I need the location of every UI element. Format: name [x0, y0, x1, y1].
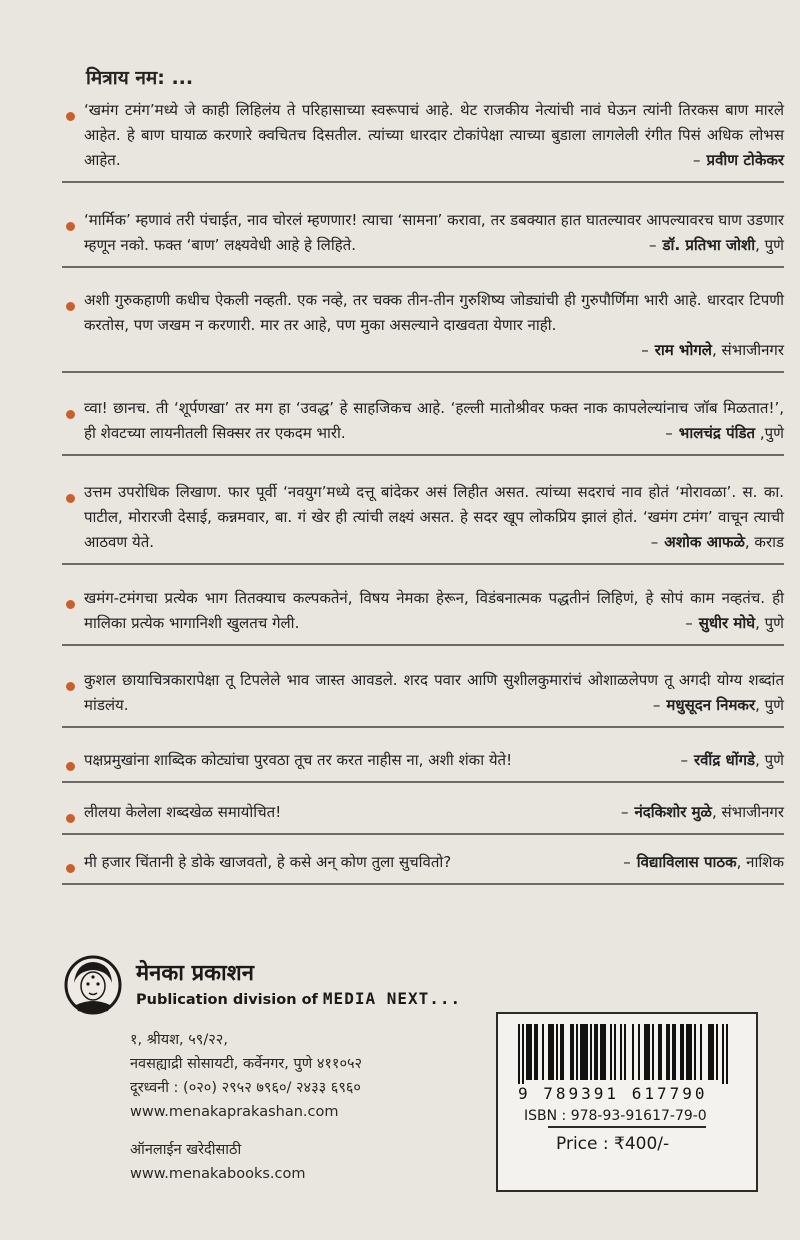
- barcode-bar: [526, 1024, 528, 1080]
- barcode-bar: [716, 1024, 718, 1080]
- review-text: ‘खमंग टमंग’मध्ये जे काही लिहिलंय ते परिहासाच्या स्वरूपाचं आहे. थेट राजकीय नेत्यांची नावं घेऊन त्यांनी तिरकस बाण मारले आहेत. हे बाण घायाळ करणारे क्वचितच दिसतील. त्यांच्या धारदार टोकांपेक्षा त्याच्या बुडाला लागलेली रंगीत पिसं अधिक लोभस आहेत.: [84, 101, 784, 169]
- reviewer-name: विद्याविलास पाठक: [636, 853, 737, 871]
- barcode-bar: [562, 1024, 564, 1080]
- barcode-bar: [570, 1024, 572, 1080]
- barcode-bar: [530, 1024, 532, 1080]
- review-credit: [621, 800, 784, 825]
- barcode-bar: [658, 1024, 660, 1080]
- review-item: [62, 586, 784, 646]
- barcode-bar: [576, 1024, 578, 1080]
- barcode-bar: [560, 1024, 562, 1080]
- review-item: [62, 668, 784, 728]
- barcode-bar: [614, 1024, 616, 1080]
- barcode-bar: [652, 1024, 654, 1080]
- address-line-2: नवसह्याद्री सोसायटी, कर्वेनगर, पुणे ४११०५२: [130, 1056, 363, 1072]
- barcode-bar: [690, 1024, 692, 1080]
- review-dash: –: [652, 696, 661, 714]
- review-credit: [84, 338, 784, 363]
- barcode-bar: [586, 1024, 588, 1080]
- barcode-bar: [712, 1024, 714, 1080]
- barcode-bar: [528, 1024, 530, 1080]
- reviewer-place: , पुणे: [755, 696, 784, 714]
- barcode-bar: [722, 1024, 724, 1084]
- review-text: कुशल छायाचित्रकारापेक्षा तू टिपलेले भाव जास्त आवडले. शरद पवार आणि सुशीलकुमारांचं ओशाळलेपण तू अगदी योग्य शब्दांत मांडलंय.: [84, 671, 784, 714]
- review-text: मी हजार चिंतानी हे डोके खाजवतो, हे कसे अन् कोण तुला सुचवितो?: [84, 853, 452, 871]
- barcode-bar: [584, 1024, 586, 1080]
- bullet-icon: [66, 222, 75, 231]
- reviewer-name: अशोक आफळे: [664, 533, 745, 551]
- barcode-bar: [542, 1024, 544, 1080]
- publisher-logo-icon: [64, 955, 122, 1015]
- reviewer-name: प्रवीण टोकेकर: [706, 151, 784, 169]
- price-divider: [548, 1126, 706, 1128]
- bullet-icon: [66, 494, 75, 503]
- review-text: ‘मार्मिक’ म्हणावं तरी पंचाईत, नाव चोरलं म्हणणार! त्याचा ‘सामना’ करावा, तर डबक्यात हात घातल्यावर आपल्यावरच घाण उडणार म्हणून नको. फक्त ‘बाण’ लक्ष्यवेधी आहे हे लिहिते.: [84, 211, 784, 254]
- review-credit: [653, 693, 784, 718]
- reviewer-name: सुधीर मोघे: [698, 614, 756, 632]
- bullet-icon: [66, 864, 75, 873]
- publisher-subtitle-text: Publication division of: [136, 992, 318, 1008]
- review-item: [62, 850, 784, 885]
- review-dash: –: [665, 424, 673, 442]
- barcode-bar: [646, 1024, 648, 1080]
- barcode-bar: [594, 1024, 596, 1080]
- barcode-bar: [680, 1024, 682, 1080]
- review-text: पक्षप्रमुखांना शाब्दिक कोट्यांचा पुरवठा तूच तर करत नाहीस ना, अशी शंका येते!: [84, 751, 513, 769]
- barcode-bar: [688, 1024, 690, 1080]
- bullet-icon: [66, 600, 75, 609]
- bullet-icon: [66, 302, 75, 311]
- barcode-bar: [620, 1024, 622, 1080]
- publisher-name: मेनका प्रकाशन: [136, 961, 254, 986]
- review-dash: –: [623, 853, 631, 871]
- barcode-bar: [674, 1024, 676, 1080]
- page-heading: मित्राय नम: ...: [86, 67, 194, 89]
- review-text: व्वा! छानच. ती ‘शूर्पणखा’ तर मग हा ‘उवद्ध’ हे साहजिकच आहे. ‘हल्ली मातोश्रीवर फक्त नाक कापलेल्यांनाच जॉब मिळतात!’, ही शेवटच्या लायनीतली सिक्सर तर एकदम भारी.: [84, 399, 784, 442]
- barcode-bar: [600, 1024, 602, 1080]
- reviewer-place: , पुणे: [755, 751, 784, 769]
- bullet-icon: [66, 814, 75, 823]
- review-credit: [693, 148, 784, 173]
- review-dash: –: [620, 803, 629, 821]
- bullet-icon: [66, 682, 75, 691]
- review-credit: [651, 530, 784, 555]
- barcode-bar: [550, 1024, 552, 1080]
- review-item: [62, 288, 784, 373]
- barcode-bar: [672, 1024, 674, 1080]
- barcode-bar: [726, 1024, 728, 1084]
- barcode-bar: [590, 1024, 592, 1080]
- reviewer-name: डॉ. प्रतिभा जोशी: [662, 236, 756, 254]
- reviewer-place: , पुणे: [755, 236, 784, 254]
- isbn-number: ISBN : 978-93-91617-79-0: [524, 1108, 707, 1124]
- publisher-address: [130, 1028, 362, 1186]
- reviewer-name: मधुसूदन निमकर: [666, 696, 756, 714]
- barcode-bar: [710, 1024, 712, 1080]
- review-dash: –: [649, 236, 657, 254]
- reviewer-place: ,पुणे: [755, 424, 784, 442]
- reviewer-place: , संभाजीनगर: [711, 341, 784, 359]
- barcode-bar: [624, 1024, 626, 1080]
- online-store-link[interactable]: www.menakabooks.com: [130, 1166, 306, 1182]
- reviewer-place: , पुणे: [755, 614, 784, 632]
- barcode-bar: [668, 1024, 670, 1080]
- barcode-bar: [596, 1024, 598, 1080]
- barcode-icon: [512, 1024, 746, 1084]
- review-text: उत्तम उपरोधिक लिखाण. फार पूर्वी ‘नवयुग’मध्ये दत्तू बांदेकर असं लिहीत असत. त्यांच्या सदराचं नाव होतं ‘मोरावळा’. स. का. पाटील, मोरारजी देसाई, कन्नमवार, बा. गं खेर ही त्यांची लक्ष्यं असत. हे सदर खूप लोकप्रिय झालं होतं. ‘खमंग टमंग’ वाचून त्याची आठवण येते.: [84, 483, 784, 551]
- price-label: Price : ₹400/-: [556, 1134, 670, 1154]
- review-dash: –: [641, 341, 649, 359]
- barcode-digits: 9 789391 617790: [518, 1084, 708, 1103]
- reviewer-name: राम भोगले: [654, 341, 712, 359]
- barcode-bar: [548, 1024, 550, 1080]
- barcode-bar: [610, 1024, 612, 1080]
- barcode-bar: [536, 1024, 538, 1080]
- reviewer-place: , संभाजीनगर: [711, 803, 784, 821]
- address-line-1: १, श्रीयश, ५९/२२,: [130, 1032, 228, 1048]
- bullet-icon: [66, 112, 75, 121]
- barcode-bar: [666, 1024, 668, 1080]
- publisher-brand: MEDIA NEXT...: [322, 989, 462, 1008]
- review-text: अशी गुरुकहाणी कधीच ऐकली नव्हती. एक नव्हे, तर चक्क तीन-तीन गुरुशिष्य जोड्यांची ही गुरुपौर्णिमा भारी आहे. धारदार टिपणी करतोस, पण जखम न करणारी. मार तर आहे, पण मुका असल्याने दाखवता येणार नाही.: [84, 291, 784, 334]
- review-dash: –: [680, 751, 688, 769]
- review-item: [62, 480, 784, 565]
- barcode-box: [496, 1012, 758, 1192]
- reviewer-name: भालचंद्र पंडित: [678, 424, 756, 442]
- review-text: लीलया केलेला शब्दखेळ समायोचित!: [84, 803, 282, 821]
- barcode-bar: [648, 1024, 650, 1080]
- reviewer-place: , कराड: [744, 533, 784, 551]
- barcode-bar: [522, 1024, 524, 1084]
- barcode-bar: [638, 1024, 640, 1080]
- review-item: [62, 748, 784, 783]
- barcode-bar: [518, 1024, 520, 1084]
- barcode-bar: [660, 1024, 662, 1080]
- review-dash: –: [693, 151, 701, 169]
- review-credit: [623, 850, 784, 875]
- bullet-icon: [66, 410, 75, 419]
- phone-number: दूरध्वनी : (०२०) २९५२ ७९६०/ २४३३ ६९६०: [130, 1080, 361, 1096]
- review-credit: [649, 233, 784, 258]
- barcode-bar: [700, 1024, 702, 1080]
- online-purchase-label: ऑनलाईन खरेदीसाठी: [130, 1142, 242, 1158]
- barcode-bar: [604, 1024, 606, 1080]
- barcode-bar: [534, 1024, 536, 1080]
- review-credit: [665, 421, 784, 446]
- barcode-bar: [686, 1024, 688, 1080]
- barcode-bar: [708, 1024, 710, 1080]
- website-link[interactable]: www.menakaprakashan.com: [130, 1104, 339, 1120]
- barcode-bar: [602, 1024, 604, 1080]
- barcode-bar: [582, 1024, 584, 1080]
- barcode-bar: [580, 1024, 582, 1080]
- publisher-subtitle: [136, 989, 461, 1008]
- review-item: [62, 98, 784, 183]
- barcode-bar: [556, 1024, 558, 1080]
- review-credit: [680, 748, 784, 773]
- review-dash: –: [685, 614, 693, 632]
- review-credit: [685, 611, 784, 636]
- review-item: [62, 208, 784, 268]
- review-item: [62, 396, 784, 456]
- review-text: खमंग-टमंगचा प्रत्येक भाग तितक्याच कल्पकतेनं, विषय नेमका हेरून, विडंबनात्मक पद्धतीनं लिहिणं, हे सोपं काम नव्हतंच. ही मालिका प्रत्येक भागानिशी खुलतच गेली.: [84, 589, 784, 632]
- reviewer-name: नंदकिशोर मुळे: [634, 803, 712, 821]
- review-item: [62, 800, 784, 835]
- reviewer-place: , नाशिक: [736, 853, 784, 871]
- bullet-icon: [66, 762, 75, 771]
- barcode-bar: [644, 1024, 646, 1080]
- barcode-bar: [632, 1024, 634, 1080]
- barcode-bar: [694, 1024, 696, 1080]
- barcode-bar: [682, 1024, 684, 1080]
- review-dash: –: [650, 533, 659, 551]
- reviewer-name: रवींद्र धोंगडे: [693, 751, 756, 769]
- barcode-bar: [572, 1024, 574, 1080]
- barcode-bar: [552, 1024, 554, 1080]
